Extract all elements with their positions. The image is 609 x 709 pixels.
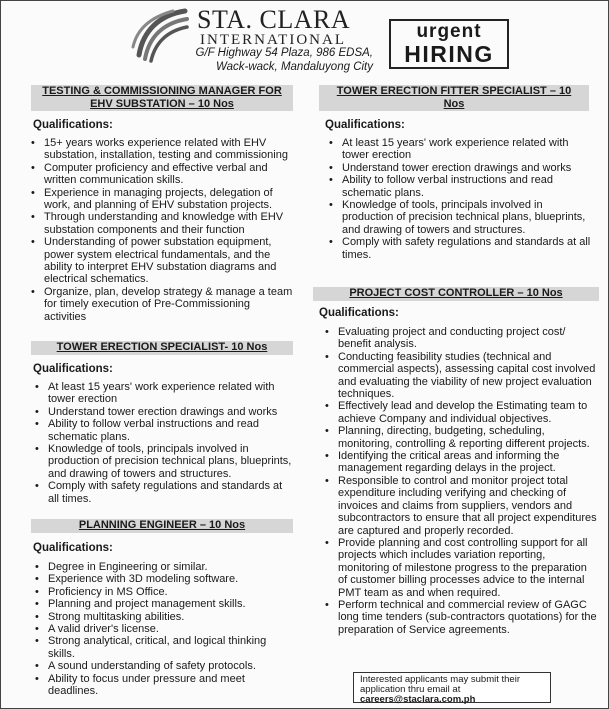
section-title-project-cost-controller: PROJECT COST CONTROLLER – 10 Nos — [313, 287, 599, 301]
list-item: • Proficiency in MS Office. — [33, 586, 295, 598]
qualifications-label: Qualifications: — [33, 542, 113, 554]
list-item: • Comply with safety regulations and standards at all times. — [33, 480, 295, 505]
list-item: • Knowledge of tools, principals involved in production of precision technical plans, blueprints, and drawing of towers and structures. — [327, 199, 595, 236]
list-item: • Experience in managing projects, delegation of work, and planning of EHV substation projects. — [29, 187, 295, 212]
address-line-1: G/F Highway 54 Plaza, 986 EDSA, — [195, 47, 373, 59]
list-item: • Conducting feasibility studies (technical and commercial aspects), assessing capital cost involved and evaluating the viability of new project evaluation techniques. — [323, 351, 597, 401]
qualifications-list — [29, 137, 295, 323]
badge-top-text: urgent — [416, 21, 482, 42]
contact-box — [353, 672, 551, 703]
list-item: • Planning, directing, budgeting, scheduling, monitoring, controlling & reporting different projects. — [323, 425, 597, 450]
badge-bottom-text: HIRING — [404, 41, 494, 67]
list-item: • Ability to follow verbal instructions and read schematic plans. — [33, 418, 295, 443]
list-item: • A valid driver's license. — [33, 623, 295, 635]
list-item: • At least 15 years' work experience related with tower erection — [327, 137, 595, 162]
list-item: • Strong multitasking abilities. — [33, 611, 295, 623]
qualifications-list — [323, 326, 597, 636]
qualifications-label: Qualifications: — [33, 363, 113, 375]
qualifications-list — [33, 381, 295, 505]
section-title-tower-erection-fitter-specialist: TOWER ERECTION FITTER SPECIALIST – 10 Nos — [319, 85, 589, 111]
address-line-2: Wack-wack, Mandaluyong City — [215, 61, 373, 73]
qualifications-label: Qualifications: — [325, 119, 405, 131]
section-title-planning-engineer: PLANNING ENGINEER – 10 Nos — [31, 519, 293, 533]
qualifications-label: Qualifications: — [319, 307, 399, 319]
company-address — [177, 46, 373, 74]
list-item: • At least 15 years' work experience related with tower erection — [33, 381, 295, 406]
list-item: • Strong analytical, critical, and logical thinking skills. — [33, 635, 295, 660]
contact-line-2: application thru email at — [360, 684, 461, 695]
list-item: • Understand tower erection drawings and works — [327, 162, 595, 174]
brand — [197, 7, 350, 48]
list-item: • 15+ years works experience related with EHV substation, installation, testing and commissioning — [29, 137, 295, 162]
list-item: • Knowledge of tools, principals involved in production of precision technical plans, blueprints, and drawing of towers and structures. — [33, 443, 295, 480]
qualifications-list — [33, 561, 295, 697]
list-item: • Computer proficiency and effective verbal and written communication skills. — [29, 162, 295, 187]
urgent-hiring-badge — [389, 19, 509, 69]
list-item: • Responsible to control and monitor project total expenditure including verifying and checking of invoices and claims from suppliers, vendors and subcontractors to ensure that all project expenditures are captured and properly recorded. — [323, 475, 597, 537]
brand-name: STA. CLARA — [197, 5, 351, 34]
list-item: • Ability to focus under pressure and meet deadlines. — [33, 673, 295, 698]
list-item: • Evaluating project and conducting project cost/ benefit analysis. — [323, 326, 597, 351]
list-item: • Understanding of power substation equipment, power system electrical fundamentals, and the ability to interpret EHV substation diagrams and electrical schematics. — [29, 236, 295, 286]
list-item: • Ability to follow verbal instructions and read schematic plans. — [327, 174, 595, 199]
brand-subtitle: INTERNATIONAL — [200, 32, 346, 48]
section-title-testing-commissioning-manager: TESTING & COMMISSIONING MANAGER FOR EHV SUBSTATION – 10 Nos — [31, 85, 293, 111]
qualifications-label: Qualifications: — [33, 119, 113, 131]
list-item: • Effectively lead and develop the Estimating team to achieve Company and individual objectives. — [323, 400, 597, 425]
list-item: • Provide planning and cost controlling support for all projects which includes variation reporting, monitoring of milestone progress to the preparation of customer billing processes advice to the internal PMT team as and when required. — [323, 537, 597, 599]
section-title-tower-erection-specialist: TOWER ERECTION SPECIALIST- 10 Nos — [31, 341, 293, 355]
qualifications-list — [327, 137, 595, 261]
contact-email[interactable]: careers@staclara.com.ph — [360, 694, 476, 705]
list-item: • Organize, plan, develop strategy & manage a team for timely execution of Pre-Commissioning activities — [29, 286, 295, 323]
list-item: • A sound understanding of safety protocols. — [33, 660, 295, 672]
list-item: • Experience with 3D modeling software. — [33, 573, 295, 585]
list-item: • Identifying the critical areas and informing the management regarding delays in the project. — [323, 450, 597, 475]
list-item: • Perform technical and commercial review of GAGC long time tenders (sub-contractors quotations) for the preparation of Service agreements. — [323, 599, 597, 636]
list-item: • Degree in Engineering or similar. — [33, 561, 295, 573]
contact-line-1: Interested applicants may submit their — [360, 674, 520, 685]
list-item: • Through understanding and knowledge with EHV substation components and their function — [29, 211, 295, 236]
list-item: • Comply with safety regulations and standards at all times. — [327, 236, 595, 261]
list-item: • Understand tower erection drawings and works — [33, 406, 295, 418]
list-item: • Planning and project management skills. — [33, 598, 295, 610]
